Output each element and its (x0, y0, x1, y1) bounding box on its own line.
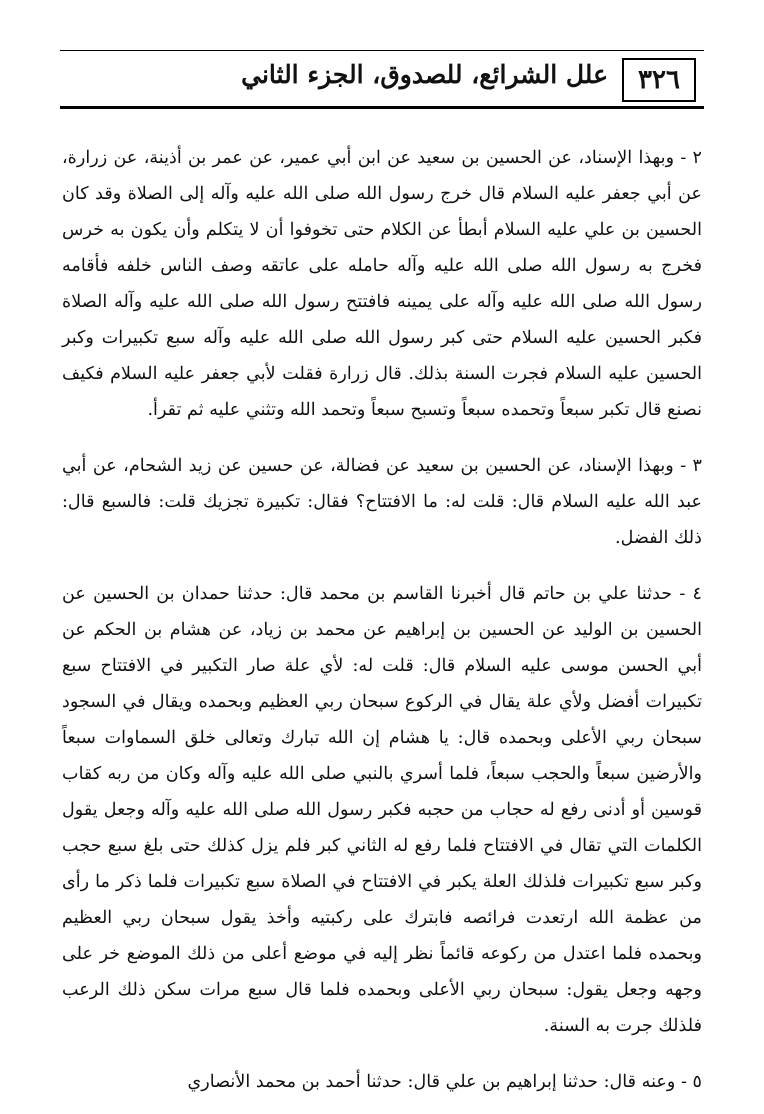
paragraph-hadith-3: ٣ - وبهذا الإسناد، عن الحسين بن سعيد عن فضالة، عن حسين عن زيد الشحام، عن أبي عبد الله عليه السلام قال: قلت له: ما الافتتاح؟ فقال: تكبيرة تجزيك قلت: فالسبع قال: ذلك الفضل. (62, 456, 702, 548)
page-number: ٣٢٦ (622, 58, 696, 102)
header-top-rule (60, 50, 704, 51)
paragraph-hadith-2: ٢ - وبهذا الإسناد، عن الحسين بن سعيد عن ابن أبي عمير، عن عمر بن أذينة، عن زرارة، عن أبي جعفر عليه السلام قال خرج رسول الله صلى الله عليه وآله إلى الصلاة وقد كان الحسين بن علي عليه السلام أبطأ عن الكلام حتى تخوفوا أن لا يتكلم وأن يكون به خرس فخرج به رسول الله صلى الله عليه وآله حامله على عاتقه وصف الناس خلفه فأقامه رسول الله صلى الله عليه وآله على يمينه فافتتح رسول الله صلى الله عليه وآله الصلاة فكبر الحسين عليه السلام حتى كبر رسول الله صلى الله عليه وآله سبع تكبيرات وكبر الحسين عليه السلام فجرت السنة بذلك. قال زرارة فقلت لأبي جعفر عليه السلام فكيف نصنع قال تكبر سبعاً وتحمده سبعاً وتسبح سبعاً وتحمد الله وتثني عليه ثم تقرأ. (62, 148, 702, 420)
body-text (62, 140, 702, 1100)
page-header (60, 52, 704, 109)
running-title: علل الشرائع، للصدوق، الجزء الثاني (241, 60, 608, 89)
paragraph-hadith-5: ٥ - وعنه قال: حدثنا إبراهيم بن علي قال: حدثنا أحمد بن محمد الأنصاري (187, 1072, 702, 1092)
paragraph-hadith-4: ٤ - حدثنا علي بن حاتم قال أخبرنا القاسم بن محمد قال: حدثنا حمدان بن الحسين عن الحسين بن الوليد عن الحسين بن إبراهيم عن محمد بن زياد، عن هشام بن الحكم عن أبي الحسن موسى عليه السلام قال: قلت له: لأي علة صار التكبير في الافتتاح سبع تكبيرات أفضل ولأي علة يقال في الركوع سبحان ربي العظيم وبحمده ويقال في السجود سبحان ربي الأعلى وبحمده قال: يا هشام إن الله تبارك وتعالى خلق السماوات سبعاً والأرضين سبعاً والحجب سبعاً، فلما أسري بالنبي صلى الله عليه وآله وكان من ربه كقاب قوسين أو أدنى رفع له حجاب من حجبه فكبر رسول الله صلى الله عليه وآله وجعل يقول الكلمات التي تقال في الافتتاح فلما رفع له الثاني كبر فلم يزل كذلك حتى بلغ سبع حجب وكبر سبع تكبيرات فلذلك العلة يكبر في الافتتاح في الصلاة سبع تكبيرات فلما ذكر ما رأى من عظمة الله ارتعدت فرائصه فابترك على ركبتيه وأخذ يقول سبحان ربي العظيم وبحمده فلما اعتدل من ركوعه قائماً نظر إليه في موضع أعلى من ذلك الموضع خر على وجهه وجعل يقول: سبحان ربي الأعلى وبحمده فلما قال سبع مرات سكن ذلك الرعب فلذلك جرت به السنة. (62, 584, 702, 1036)
